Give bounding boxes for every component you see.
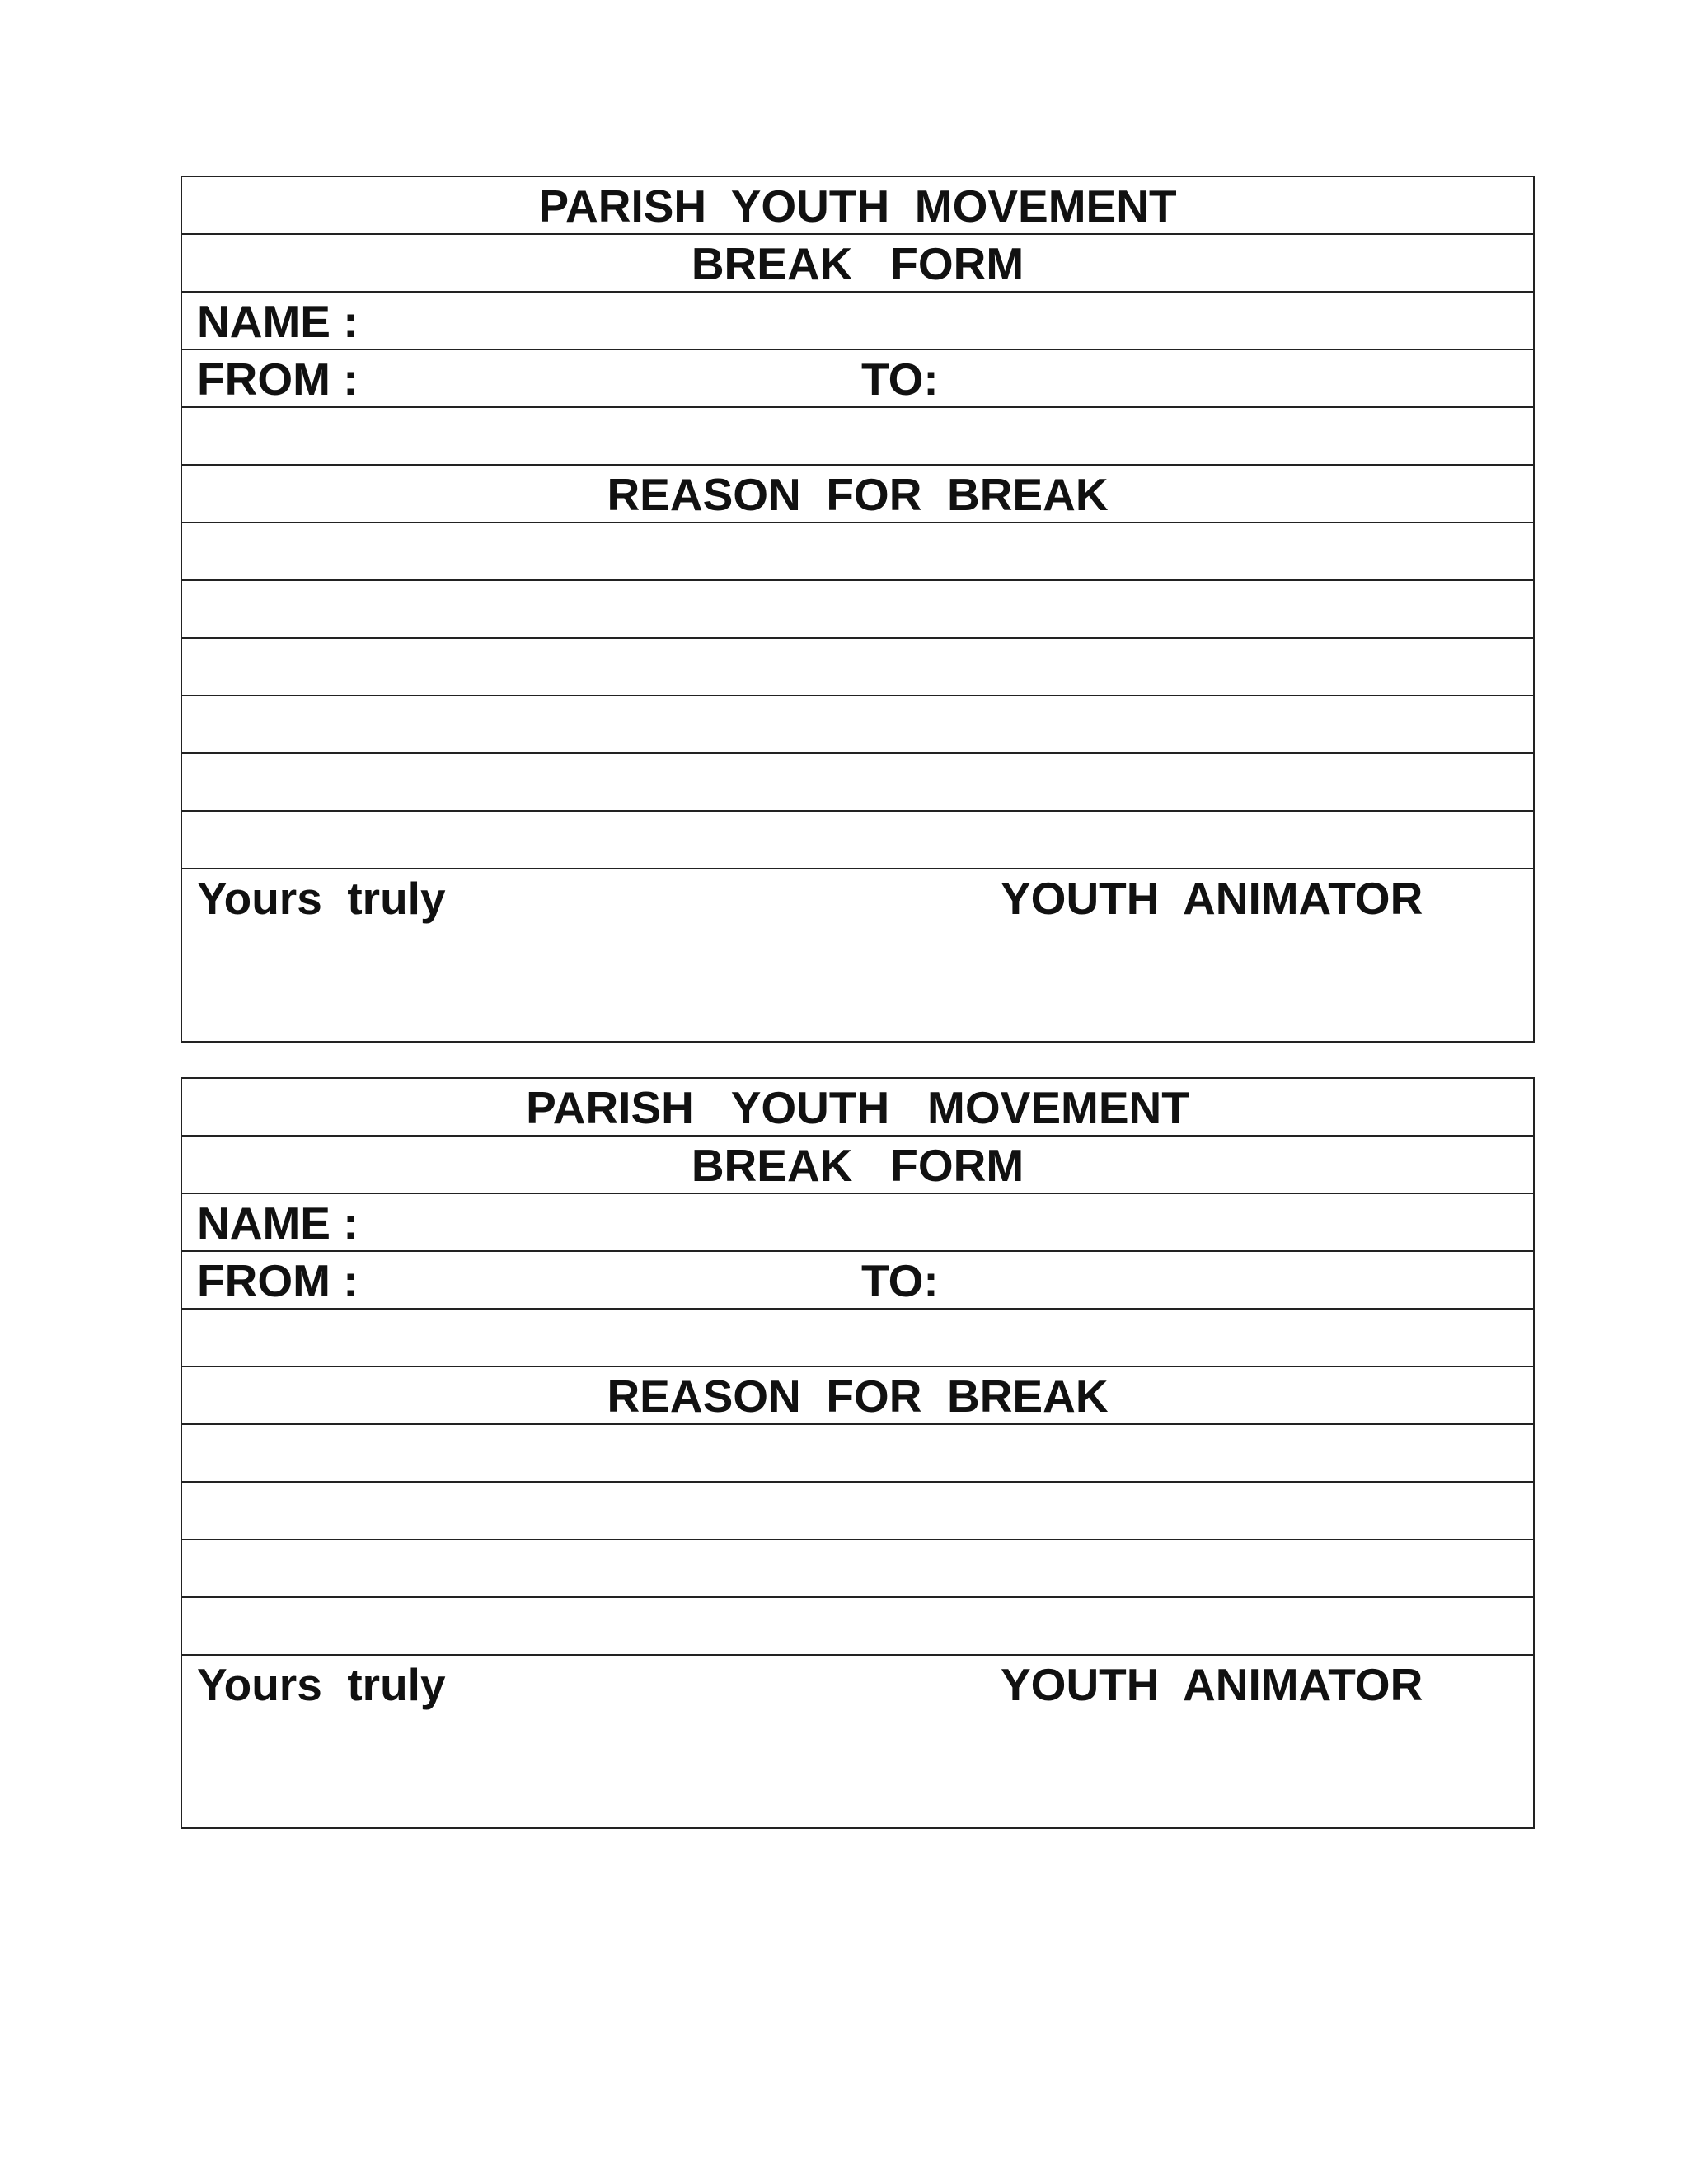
reason-title-row <box>182 1367 1533 1425</box>
org-title-row <box>182 1079 1533 1137</box>
name-label: NAME : <box>197 296 359 347</box>
org-title: PARISH YOUTH MOVEMENT <box>538 180 1177 232</box>
reason-title: REASON FOR BREAK <box>607 1371 1109 1422</box>
to-label: TO: <box>861 354 939 405</box>
reason-title: REASON FOR BREAK <box>607 469 1109 520</box>
signatory-text: YOUTH ANIMATOR <box>1001 873 1423 924</box>
reason-line[interactable] <box>182 1540 1533 1598</box>
name-label: NAME : <box>197 1197 359 1249</box>
to-label: TO: <box>861 1255 939 1306</box>
reason-line[interactable] <box>182 1598 1533 1656</box>
blank-row[interactable] <box>182 408 1533 466</box>
org-title: PARISH YOUTH MOVEMENT <box>526 1082 1189 1133</box>
reason-line[interactable] <box>182 696 1533 754</box>
date-range-row[interactable] <box>182 350 1533 408</box>
reason-line[interactable] <box>182 581 1533 639</box>
closing-text: Yours truly <box>197 873 446 924</box>
reason-title-row <box>182 466 1533 523</box>
signature-row[interactable] <box>182 1656 1533 1827</box>
name-row[interactable] <box>182 1194 1533 1252</box>
date-range-row[interactable] <box>182 1252 1533 1310</box>
signatory-text: YOUTH ANIMATOR <box>1001 1659 1423 1710</box>
form-title: BREAK FORM <box>691 238 1025 289</box>
org-title-row <box>182 177 1533 235</box>
form-title-row <box>182 235 1533 293</box>
name-row[interactable] <box>182 293 1533 350</box>
blank-row[interactable] <box>182 1310 1533 1367</box>
form-title-row <box>182 1137 1533 1194</box>
break-form-1 <box>181 176 1535 1043</box>
reason-line[interactable] <box>182 1425 1533 1483</box>
form-title: BREAK FORM <box>691 1140 1025 1191</box>
reason-line[interactable] <box>182 754 1533 812</box>
reason-line[interactable] <box>182 812 1533 869</box>
reason-line[interactable] <box>182 523 1533 581</box>
reason-line[interactable] <box>182 639 1533 696</box>
from-label: FROM : <box>197 354 359 405</box>
break-form-2 <box>181 1077 1535 1829</box>
signature-row[interactable] <box>182 869 1533 1041</box>
reason-line[interactable] <box>182 1483 1533 1540</box>
from-label: FROM : <box>197 1255 359 1306</box>
closing-text: Yours truly <box>197 1659 446 1710</box>
